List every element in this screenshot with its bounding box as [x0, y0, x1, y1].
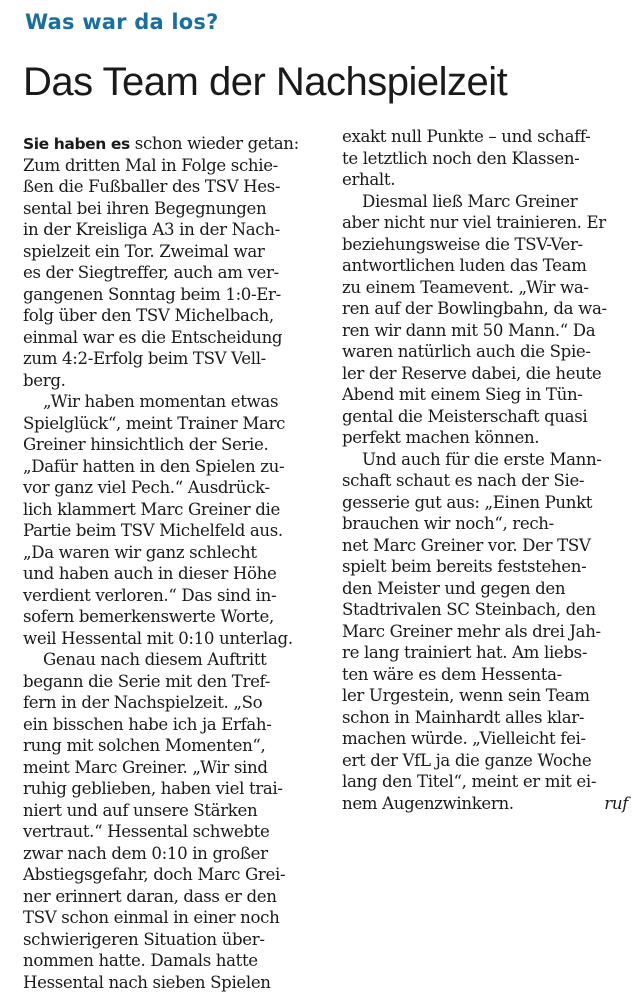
- article-line: [23, 284, 313, 306]
- article-line: [23, 950, 313, 972]
- article-line-text: vertraut.“ Hessental schwebte: [23, 822, 270, 841]
- article-line: [23, 499, 313, 521]
- lead-in: Sie haben es: [23, 135, 130, 153]
- article-line: [23, 434, 313, 456]
- article-line-text: und haben auch in dieser Höhe: [23, 564, 277, 583]
- article-line-text: re lang trainiert hat. Am liebs-: [342, 643, 588, 662]
- article-line-text: spielzeit ein Tor. Zweimal war: [23, 241, 265, 261]
- article-line: [342, 212, 632, 234]
- article-line-text: spielt beim bereits feststehen-: [342, 557, 587, 576]
- article-line: [342, 793, 632, 815]
- article-line: [23, 929, 313, 951]
- article-line-text: ler der Reserve dabei, die heute: [342, 363, 602, 383]
- article-line-text: schon in Mainhardt alles klar-: [342, 707, 585, 727]
- article-line: [342, 728, 632, 750]
- article-line-text: ren wir dann mit 50 Mann.“ Da: [342, 320, 596, 340]
- article-line: [23, 198, 313, 220]
- article-line-text: waren natürlich auch die Spie-: [342, 342, 591, 361]
- article-line: [23, 477, 313, 499]
- article-line: [342, 148, 632, 170]
- article-line: [342, 664, 632, 686]
- article-line-text: Spielglück“, meint Trainer Marc: [23, 413, 286, 433]
- article-line: [342, 707, 632, 729]
- article-line: [23, 262, 313, 284]
- article-line-text: Zum dritten Mal in Folge schie-: [23, 155, 278, 175]
- article-line-text: aber nicht nur viel trainieren. Er: [342, 213, 606, 232]
- article-line-text: einmal war es die Entscheidung: [23, 327, 283, 347]
- article-line-text: „Wir haben momentan etwas: [43, 392, 279, 411]
- article-line-text: perfekt machen können.: [342, 428, 540, 447]
- article-line: [23, 757, 313, 779]
- article-line-text: folg über den TSV Michelbach,: [23, 306, 274, 325]
- article-line: [23, 176, 313, 198]
- article-line: [23, 671, 313, 693]
- article-line-text: schwierigeren Situation über-: [23, 929, 265, 949]
- article-line: [342, 191, 632, 213]
- article-column-right: [342, 126, 632, 814]
- article-line: [342, 277, 632, 299]
- article-line: [342, 126, 632, 148]
- article-line: [342, 298, 632, 320]
- article-line: [342, 556, 632, 578]
- article-line-text: te letztlich noch den Klassen-: [342, 148, 580, 168]
- article-line: [342, 255, 632, 277]
- article-line-text: lich klammert Marc Greiner die: [23, 499, 280, 519]
- article-line: [342, 470, 632, 492]
- headline: Das Team der Nachspielzeit: [23, 60, 508, 104]
- article-line: [342, 642, 632, 664]
- article-line-text: Hessental nach sieben Spielen: [23, 972, 271, 992]
- article-line: [342, 169, 632, 191]
- article-line-text: zwar nach dem 0:10 in großer: [23, 843, 268, 863]
- article-line-text: verdient verloren.“ Das sind in-: [23, 585, 277, 605]
- article-line: [342, 771, 632, 793]
- article-line: [342, 341, 632, 363]
- article-line-text: gental die Meisterschaft quasi: [342, 406, 588, 426]
- article-line-text: es der Siegtreffer, auch am ver-: [23, 263, 279, 282]
- article-line-text: ner erinnert daran, dass er den: [23, 886, 277, 906]
- article-line-text: Und auch für die erste Mann-: [362, 449, 602, 469]
- article-line-text: ert der VfL ja die ganze Woche: [342, 750, 592, 770]
- article-line: [342, 492, 632, 514]
- article-line: [23, 800, 313, 822]
- article-line-text: Greiner hinsichtlich der Serie.: [23, 435, 269, 454]
- article-line: [23, 456, 313, 478]
- article-line: [23, 692, 313, 714]
- article-line: [23, 585, 313, 607]
- article-line: [23, 327, 313, 349]
- article-line: [342, 427, 632, 449]
- article-line-text: Abstiegsgefahr, doch Marc Grei-: [23, 865, 286, 884]
- article-line: [342, 449, 632, 471]
- article-line-text: lang den Titel“, meint er mit ei-: [342, 772, 597, 791]
- article-line-text: den Meister und gegen den: [342, 578, 566, 598]
- article-line-text: in der Kreisliga A3 in der Nach-: [23, 220, 280, 239]
- article-line-text: beziehungsweise die TSV-Ver-: [342, 234, 583, 254]
- article-line: [342, 599, 632, 621]
- kicker: Was war da los?: [25, 10, 219, 34]
- article-line: [342, 363, 632, 385]
- article-line: [23, 628, 313, 650]
- article-line: [23, 133, 313, 155]
- article-line-text: TSV schon einmal in einer noch: [23, 908, 280, 927]
- article-line-text: niert und auf unsere Stärken: [23, 800, 258, 820]
- article-line: [342, 384, 632, 406]
- article-column-left: [23, 133, 313, 993]
- article-line-text: ler Urgestein, wenn sein Team: [342, 686, 590, 705]
- article-line: [342, 750, 632, 772]
- article-line-text: Marc Greiner mehr als drei Jah-: [342, 621, 601, 641]
- article-line-text: ten wäre es dem Hessenta-: [342, 664, 562, 684]
- article-line-text: „Da waren wir ganz schlecht: [23, 542, 257, 562]
- article-line-text: Stadtrivalen SC Steinbach, den: [342, 600, 596, 619]
- article-line: [23, 241, 313, 263]
- article-line-text: begann die Serie mit den Tref-: [23, 671, 271, 691]
- article-line-text: Diesmal ließ Marc Greiner: [362, 191, 578, 211]
- article-line: [342, 406, 632, 428]
- article-line-text: erhalt.: [342, 170, 396, 189]
- article-line: [23, 649, 313, 671]
- article-line-text: nommen hatte. Damals hatte: [23, 951, 258, 970]
- article-line-text: machen würde. „Vielleicht fei-: [342, 729, 586, 748]
- article-line: [23, 778, 313, 800]
- article-line: [23, 370, 313, 392]
- article-line-text: berg.: [23, 370, 66, 390]
- article-line-text: nem Augenzwinkern.: [342, 793, 514, 813]
- article-line-text: sental bei ihren Begegnungen: [23, 198, 267, 218]
- article-line: [342, 685, 632, 707]
- article-line-text: Partie beim TSV Michelfeld aus.: [23, 521, 283, 540]
- article-line: [23, 348, 313, 370]
- article-line: [342, 320, 632, 342]
- article-line: [23, 972, 313, 994]
- article-line-text: weil Hessental mit 0:10 unterlag.: [23, 628, 293, 648]
- article-line: [342, 513, 632, 535]
- article-line-text: antwortlichen luden das Team: [342, 256, 587, 275]
- article-line: [342, 234, 632, 256]
- article-line-text: vor ganz viel Pech.“ Ausdrück-: [23, 478, 270, 497]
- article-line-text: fern in der Nachspielzeit. „So: [23, 693, 263, 712]
- article-line: [23, 735, 313, 757]
- article-line: [23, 714, 313, 736]
- article-line-text: schon wieder getan:: [129, 134, 299, 153]
- article-line-text: ren auf der Bowlingbahn, da wa-: [342, 299, 607, 318]
- article-line: [342, 621, 632, 643]
- article-line: [342, 535, 632, 557]
- article-line-text: net Marc Greiner vor. Der TSV: [342, 535, 591, 555]
- article-line-text: brauchen wir noch“, rech-: [342, 514, 554, 533]
- article-line: [23, 391, 313, 413]
- article-body: [23, 127, 628, 993]
- article-line-text: meint Marc Greiner. „Wir sind: [23, 757, 268, 777]
- article-line-text: ruhig geblieben, haben viel trai-: [23, 779, 283, 798]
- article-line-text: zum 4:2-Erfolg beim TSV Vell-: [23, 349, 266, 368]
- article-line-text: rung mit solchen Momenten“,: [23, 736, 266, 755]
- article-line-text: gesserie gut aus: „Einen Punkt: [342, 492, 593, 512]
- article-line: [23, 843, 313, 865]
- article-line: [23, 886, 313, 908]
- article-line: [342, 578, 632, 600]
- article-line-text: schaft schaut es nach der Sie-: [342, 471, 585, 490]
- article-line-text: exakt null Punkte – und schaff-: [342, 127, 591, 146]
- article-line-text: Abend mit einem Sieg in Tün-: [342, 385, 583, 404]
- article-line-text: ßen die Fußballer des TSV Hes-: [23, 177, 281, 196]
- article-line: [23, 520, 313, 542]
- article-line: [23, 907, 313, 929]
- article-line-text: sofern bemerkenswerte Worte,: [23, 607, 274, 626]
- author-signature: ruf: [604, 793, 628, 813]
- article-line-text: Genau nach diesem Auftritt: [43, 650, 267, 669]
- article-line: [23, 606, 313, 628]
- article-line-text: „Dafür hatten in den Spielen zu-: [23, 456, 285, 476]
- article-line: [23, 305, 313, 327]
- article-line: [23, 542, 313, 564]
- article-line-text: gangenen Sonntag beim 1:0-Er-: [23, 284, 281, 304]
- article-line: [23, 219, 313, 241]
- article-line: [23, 563, 313, 585]
- article-line: [23, 864, 313, 886]
- article-line: [23, 155, 313, 177]
- article-line: [23, 821, 313, 843]
- article-line-text: zu einem Teamevent. „Wir wa-: [342, 277, 589, 297]
- article-line: [23, 413, 313, 435]
- article-line-text: ein bisschen habe ich ja Erfah-: [23, 714, 272, 734]
